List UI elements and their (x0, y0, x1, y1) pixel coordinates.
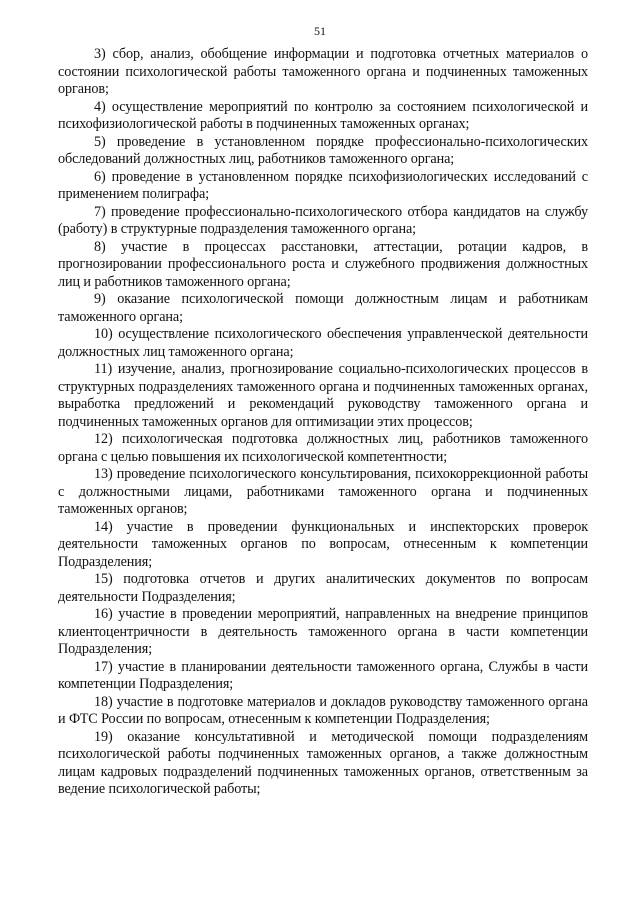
list-item: 11) изучение, анализ, прогнозирование социально-психологических процессов в структурных подразделениях таможенного органа и подчиненных таможенных органах, выработка предложений и рекомендаций руководству таможенного органа и подчиненных таможенных органов для оптимизации этих процессов; (58, 361, 588, 430)
list-item: 7) проведение профессионально-психологического отбора кандидатов на службу (работу) в структурные подразделения таможенного органа; (58, 203, 588, 237)
document-body (58, 46, 588, 799)
list-item: 13) проведение психологического консультирования, психокоррекционной работы с должностными лицами, работниками таможенного органа и подчиненных таможенных органов; (58, 466, 588, 517)
list-item: 17) участие в планировании деятельности таможенного органа, Службы в части компетенции Подразделения; (58, 658, 588, 692)
page-number: 51 (314, 24, 326, 38)
list-item: 10) осуществление психологического обеспечения управленческой деятельности должностных лиц таможенного органа; (58, 326, 588, 360)
list-item: 18) участие в подготовке материалов и докладов руководству таможенного органа и ФТС России по вопросам, отнесенным к компетенции Подразделения; (58, 693, 588, 727)
list-item: 16) участие в проведении мероприятий, направленных на внедрение принципов клиентоцентричности в деятельность таможенного органа в части компетенции Подразделения; (58, 606, 588, 657)
list-item: 8) участие в процессах расстановки, аттестации, ротации кадров, в прогнозировании профессионального роста и служебного продвижения должностных лиц и работников таможенного органа; (58, 238, 588, 290)
list-item: 5) проведение в установленном порядке профессионально-психологических обследований должностных лиц, работников таможенного органа; (58, 133, 588, 167)
list-item: 19) оказание консультативной и методической помощи подразделениям психологической работы подчиненных таможенных органов, а также должностным лицам кадровых подразделений подчиненных таможенных органов, ответственным за ведение психологической работы; (58, 728, 588, 797)
list-item: 6) проведение в установленном порядке психофизиологических исследований с применением полиграфа; (58, 168, 588, 202)
list-item: 15) подготовка отчетов и других аналитических документов по вопросам деятельности Подразделения; (58, 571, 588, 605)
list-item: 4) осуществление мероприятий по контролю за состоянием психологической и психофизиологической работы в подчиненных таможенных органах; (58, 98, 588, 132)
list-item: 12) психологическая подготовка должностных лиц, работников таможенного органа с целью повышения их психологической компетентности; (58, 431, 588, 465)
list-item: 14) участие в проведении функциональных и инспекторских проверок деятельности таможенных органов по вопросам, отнесенным к компетенции Подразделения; (58, 518, 588, 570)
list-item: 9) оказание психологической помощи должностным лицам и работникам таможенного органа; (58, 291, 588, 325)
list-item: 3) сбор, анализ, обобщение информации и подготовка отчетных материалов о состоянии психологической работы таможенного органа и подчиненных таможенных органов; (58, 46, 588, 97)
